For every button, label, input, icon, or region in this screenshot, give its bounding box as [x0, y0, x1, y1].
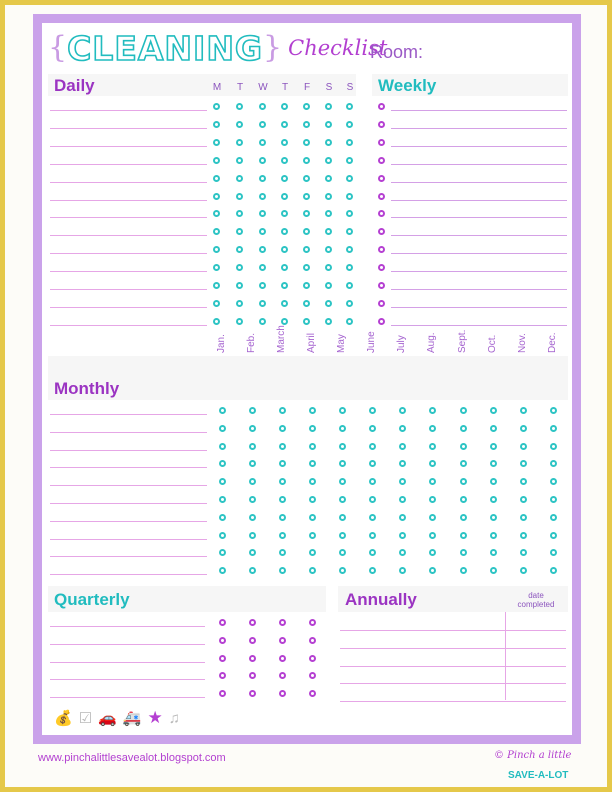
weekly-checkbox[interactable]	[378, 282, 385, 289]
daily-day-header: W	[258, 82, 268, 93]
monthly-checkbox[interactable]	[339, 443, 346, 450]
monthly-task-line[interactable]	[50, 539, 207, 540]
weekly-task-line[interactable]	[391, 271, 567, 272]
car-icon: 🚗	[98, 710, 117, 727]
daily-checkbox[interactable]	[281, 139, 288, 146]
daily-task-line[interactable]	[50, 271, 207, 272]
weekly-task-line[interactable]	[391, 289, 567, 290]
weekly-checkbox[interactable]	[378, 139, 385, 146]
quarterly-task-line[interactable]	[50, 697, 205, 698]
month-header: June	[366, 331, 377, 353]
title-brace-close: }	[263, 30, 283, 65]
monthly-checkbox[interactable]	[249, 407, 256, 414]
monthly-checkbox[interactable]	[429, 407, 436, 414]
weekly-checkbox[interactable]	[378, 193, 385, 200]
monthly-checkbox[interactable]	[279, 532, 286, 539]
ambulance-icon: 🚑	[122, 710, 142, 727]
monthly-checkbox[interactable]	[460, 514, 467, 521]
daily-checkbox[interactable]	[259, 175, 266, 182]
monthly-checkbox[interactable]	[309, 425, 316, 432]
monthly-checkbox[interactable]	[399, 425, 406, 432]
quarterly-checkbox[interactable]	[309, 619, 316, 626]
daily-checkbox[interactable]	[236, 157, 243, 164]
weekly-task-line[interactable]	[391, 110, 567, 111]
daily-day-header: T	[236, 82, 244, 93]
monthly-checkbox[interactable]	[460, 425, 467, 432]
daily-checkbox[interactable]	[281, 121, 288, 128]
monthly-checkbox[interactable]	[279, 514, 286, 521]
daily-title: Daily	[54, 76, 95, 95]
copyright-text: © Pinch a little	[494, 750, 572, 761]
daily-checkbox[interactable]	[213, 121, 220, 128]
weekly-checkbox[interactable]	[378, 318, 385, 325]
monthly-checkbox[interactable]	[429, 425, 436, 432]
monthly-checkbox[interactable]	[399, 532, 406, 539]
daily-checkbox[interactable]	[325, 318, 332, 325]
monthly-checkbox[interactable]	[249, 443, 256, 450]
weekly-checkbox[interactable]	[378, 175, 385, 182]
weekly-checkbox[interactable]	[378, 103, 385, 110]
weekly-task-line[interactable]	[391, 217, 567, 218]
month-header: April	[306, 332, 317, 353]
daily-checkbox[interactable]	[213, 193, 220, 200]
weekly-task-line[interactable]	[391, 182, 567, 183]
annually-task-line[interactable]	[340, 648, 566, 649]
monthly-checkbox[interactable]	[279, 425, 286, 432]
monthly-checkbox[interactable]	[369, 514, 376, 521]
monthly-checkbox[interactable]	[249, 514, 256, 521]
monthly-title: Monthly	[54, 379, 120, 398]
daily-checkbox[interactable]	[236, 139, 243, 146]
monthly-checkbox[interactable]	[249, 496, 256, 503]
brand-name: SAVE-A-LOT	[508, 770, 569, 781]
monthly-checkbox[interactable]	[490, 532, 497, 539]
monthly-checkbox[interactable]	[279, 496, 286, 503]
daily-checkbox[interactable]	[325, 175, 332, 182]
weekly-task-line[interactable]	[391, 235, 567, 236]
daily-checkbox[interactable]	[213, 139, 220, 146]
monthly-checkbox[interactable]	[219, 425, 226, 432]
daily-checkbox[interactable]	[303, 193, 310, 200]
daily-task-line[interactable]	[50, 182, 207, 183]
daily-day-header: S	[325, 82, 333, 93]
monthly-checkbox[interactable]	[249, 532, 256, 539]
checklist-title	[48, 28, 387, 68]
footer-icon-row	[54, 708, 180, 728]
monthly-checkbox[interactable]	[219, 532, 226, 539]
monthly-checkbox[interactable]	[339, 407, 346, 414]
weekly-task-line[interactable]	[391, 146, 567, 147]
daily-checkbox[interactable]	[346, 121, 353, 128]
monthly-checkbox[interactable]	[550, 532, 557, 539]
monthly-task-line[interactable]	[50, 432, 207, 433]
monthly-checkbox[interactable]	[219, 407, 226, 414]
monthly-checkbox[interactable]	[399, 407, 406, 414]
daily-checkbox[interactable]	[346, 282, 353, 289]
monthly-checkbox[interactable]	[429, 514, 436, 521]
title-cleaning: CLEANING	[67, 28, 264, 68]
monthly-checkbox[interactable]	[550, 407, 557, 414]
quarterly-task-line[interactable]	[50, 644, 205, 645]
month-header: Aug.	[426, 332, 437, 353]
daily-checkbox[interactable]	[213, 300, 220, 307]
monthly-checkbox[interactable]	[369, 443, 376, 450]
annually-task-line[interactable]	[340, 683, 566, 684]
quarterly-checkbox[interactable]	[279, 655, 286, 662]
date-header-line1: date	[528, 591, 544, 600]
monthly-checkbox[interactable]	[520, 514, 527, 521]
daily-checkbox[interactable]	[213, 282, 220, 289]
daily-checkbox[interactable]	[281, 175, 288, 182]
title-brace-open: {	[48, 30, 68, 65]
monthly-checkbox[interactable]	[460, 532, 467, 539]
quarterly-checkbox[interactable]	[249, 655, 256, 662]
monthly-checkbox[interactable]	[369, 425, 376, 432]
daily-checkbox[interactable]	[259, 121, 266, 128]
monthly-checkbox[interactable]	[490, 425, 497, 432]
daily-checkbox[interactable]	[325, 300, 332, 307]
quarterly-checkbox[interactable]	[219, 619, 226, 626]
daily-checkbox[interactable]	[281, 157, 288, 164]
annually-date-divider	[505, 612, 506, 700]
monthly-checkbox[interactable]	[460, 496, 467, 503]
weekly-checkbox[interactable]	[378, 300, 385, 307]
monthly-checkbox[interactable]	[339, 532, 346, 539]
daily-checkbox[interactable]	[303, 103, 310, 110]
month-header: July	[396, 335, 407, 353]
monthly-checkbox[interactable]	[520, 443, 527, 450]
annually-task-line[interactable]	[340, 701, 566, 702]
daily-checkbox[interactable]	[236, 318, 243, 325]
daily-checkbox[interactable]	[236, 300, 243, 307]
monthly-checkbox[interactable]	[460, 407, 467, 414]
date-header-line2: completed	[517, 600, 555, 609]
monthly-task-line[interactable]	[50, 467, 207, 468]
month-header: March	[276, 325, 287, 353]
daily-task-line[interactable]	[50, 235, 207, 236]
quarterly-checkbox[interactable]	[309, 637, 316, 644]
daily-checkbox[interactable]	[259, 157, 266, 164]
daily-checkbox[interactable]	[346, 103, 353, 110]
daily-checkbox[interactable]	[213, 157, 220, 164]
daily-day-header: M	[212, 82, 222, 93]
month-header: Jan.	[216, 334, 227, 353]
daily-checkbox[interactable]	[303, 157, 310, 164]
daily-checkbox[interactable]	[259, 193, 266, 200]
weekly-checkbox[interactable]	[378, 157, 385, 164]
daily-checkbox[interactable]	[303, 121, 310, 128]
daily-checkbox[interactable]	[325, 121, 332, 128]
daily-checkbox[interactable]	[236, 193, 243, 200]
monthly-checkbox[interactable]	[520, 496, 527, 503]
daily-task-line[interactable]	[50, 307, 207, 308]
month-header: Nov.	[517, 333, 528, 353]
monthly-checkbox[interactable]	[339, 425, 346, 432]
monthly-checkbox[interactable]	[490, 496, 497, 503]
daily-task-line[interactable]	[50, 289, 207, 290]
quarterly-task-line[interactable]	[50, 662, 205, 663]
daily-checkbox[interactable]	[325, 139, 332, 146]
annually-task-line[interactable]	[340, 666, 566, 667]
weekly-checkbox[interactable]	[378, 121, 385, 128]
monthly-task-line[interactable]	[50, 450, 207, 451]
monthly-checkbox[interactable]	[399, 496, 406, 503]
quarterly-checkbox[interactable]	[279, 637, 286, 644]
monthly-task-line[interactable]	[50, 414, 207, 415]
monthly-checkbox[interactable]	[369, 407, 376, 414]
month-header: Dec.	[547, 332, 558, 353]
daily-checkbox[interactable]	[303, 300, 310, 307]
monthly-checkbox[interactable]	[279, 443, 286, 450]
daily-day-header: T	[281, 82, 289, 93]
monthly-checkbox[interactable]	[219, 514, 226, 521]
daily-checkbox[interactable]	[213, 175, 220, 182]
monthly-checkbox[interactable]	[550, 443, 557, 450]
daily-checkbox[interactable]	[236, 175, 243, 182]
music-note-icon: ♫	[168, 709, 181, 727]
daily-task-line[interactable]	[50, 164, 207, 165]
daily-checkbox[interactable]	[259, 139, 266, 146]
daily-task-line[interactable]	[50, 200, 207, 201]
monthly-checkbox[interactable]	[339, 496, 346, 503]
daily-checkbox[interactable]	[325, 157, 332, 164]
month-header: Feb.	[246, 332, 257, 353]
daily-checkbox[interactable]	[346, 318, 353, 325]
monthly-checkbox[interactable]	[429, 532, 436, 539]
monthly-checkbox[interactable]	[399, 514, 406, 521]
monthly-checkbox[interactable]	[520, 532, 527, 539]
monthly-checkbox[interactable]	[550, 425, 557, 432]
monthly-checkbox[interactable]	[520, 425, 527, 432]
quarterly-checkbox[interactable]	[219, 655, 226, 662]
monthly-checkbox[interactable]	[309, 514, 316, 521]
monthly-checkbox[interactable]	[460, 443, 467, 450]
annually-task-line[interactable]	[340, 630, 566, 631]
month-header: Oct.	[487, 334, 498, 353]
monthly-checkbox[interactable]	[339, 514, 346, 521]
monthly-task-line[interactable]	[50, 574, 207, 575]
weekly-task-line[interactable]	[391, 200, 567, 201]
daily-task-line[interactable]	[50, 110, 207, 111]
daily-checkbox[interactable]	[325, 193, 332, 200]
quarterly-task-line[interactable]	[50, 679, 205, 680]
quarterly-task-line[interactable]	[50, 626, 205, 627]
checkmark-icon: ☑	[78, 710, 93, 727]
daily-checkbox[interactable]	[236, 103, 243, 110]
daily-day-header: S	[346, 82, 354, 93]
monthly-checkbox[interactable]	[490, 514, 497, 521]
quarterly-checkbox[interactable]	[219, 637, 226, 644]
monthly-checkbox[interactable]	[550, 496, 557, 503]
weekly-title: Weekly	[378, 76, 437, 95]
quarterly-title: Quarterly	[54, 590, 130, 609]
weekly-task-line[interactable]	[391, 253, 567, 254]
monthly-checkbox[interactable]	[279, 407, 286, 414]
quarterly-checkbox[interactable]	[249, 619, 256, 626]
daily-checkbox[interactable]	[281, 282, 288, 289]
monthly-checkbox[interactable]	[369, 532, 376, 539]
room-label: Room:	[370, 42, 424, 62]
daily-checkbox[interactable]	[303, 139, 310, 146]
month-header: May	[336, 334, 347, 353]
monthly-checkbox[interactable]	[490, 407, 497, 414]
daily-checkbox[interactable]	[259, 282, 266, 289]
monthly-checkbox[interactable]	[429, 443, 436, 450]
daily-checkbox[interactable]	[346, 139, 353, 146]
daily-checkbox[interactable]	[259, 318, 266, 325]
daily-checkbox[interactable]	[346, 157, 353, 164]
money-bag-icon: 💰	[54, 710, 73, 727]
monthly-task-line[interactable]	[50, 521, 207, 522]
monthly-checkbox[interactable]	[399, 443, 406, 450]
monthly-checkbox[interactable]	[309, 443, 316, 450]
weekly-task-line[interactable]	[391, 325, 567, 326]
annually-title: Annually	[345, 590, 417, 609]
monthly-checkbox[interactable]	[309, 496, 316, 503]
website-link[interactable]: www.pinchalittlesavealot.blogspot.com	[38, 752, 226, 764]
monthly-checkbox[interactable]	[369, 496, 376, 503]
daily-task-line[interactable]	[50, 146, 207, 147]
weekly-task-line[interactable]	[391, 307, 567, 308]
weekly-task-line[interactable]	[391, 164, 567, 165]
daily-checkbox[interactable]	[259, 300, 266, 307]
daily-checkbox[interactable]	[303, 175, 310, 182]
daily-checkbox[interactable]	[325, 103, 332, 110]
quarterly-checkbox[interactable]	[279, 619, 286, 626]
monthly-checkbox[interactable]	[309, 532, 316, 539]
date-completed-header	[506, 591, 566, 609]
daily-checkbox[interactable]	[346, 300, 353, 307]
monthly-header-band	[48, 356, 568, 400]
monthly-task-line[interactable]	[50, 503, 207, 504]
daily-day-header: F	[303, 82, 311, 93]
monthly-checkbox[interactable]	[520, 407, 527, 414]
month-header: Sept.	[457, 329, 468, 353]
daily-task-line[interactable]	[50, 253, 207, 254]
daily-checkbox[interactable]	[281, 300, 288, 307]
monthly-checkbox[interactable]	[249, 425, 256, 432]
daily-checkbox[interactable]	[281, 193, 288, 200]
daily-checkbox[interactable]	[281, 103, 288, 110]
monthly-checkbox[interactable]	[429, 496, 436, 503]
monthly-task-line[interactable]	[50, 556, 207, 557]
daily-checkbox[interactable]	[236, 282, 243, 289]
monthly-checkbox[interactable]	[219, 443, 226, 450]
daily-checkbox[interactable]	[303, 282, 310, 289]
daily-checkbox[interactable]	[346, 175, 353, 182]
daily-checkbox[interactable]	[259, 103, 266, 110]
daily-task-line[interactable]	[50, 325, 207, 326]
monthly-task-line[interactable]	[50, 485, 207, 486]
daily-checkbox[interactable]	[346, 193, 353, 200]
monthly-checkbox[interactable]	[490, 443, 497, 450]
quarterly-checkbox[interactable]	[249, 637, 256, 644]
title-checklist: Checklist	[288, 36, 388, 60]
monthly-checkbox[interactable]	[219, 496, 226, 503]
weekly-task-line[interactable]	[391, 128, 567, 129]
daily-checkbox[interactable]	[236, 121, 243, 128]
daily-checkbox[interactable]	[325, 282, 332, 289]
monthly-checkbox[interactable]	[550, 514, 557, 521]
star-icon: ★	[147, 708, 163, 727]
monthly-checkbox[interactable]	[309, 407, 316, 414]
daily-task-line[interactable]	[50, 217, 207, 218]
quarterly-checkbox[interactable]	[309, 655, 316, 662]
daily-task-line[interactable]	[50, 128, 207, 129]
daily-checkbox[interactable]	[213, 103, 220, 110]
